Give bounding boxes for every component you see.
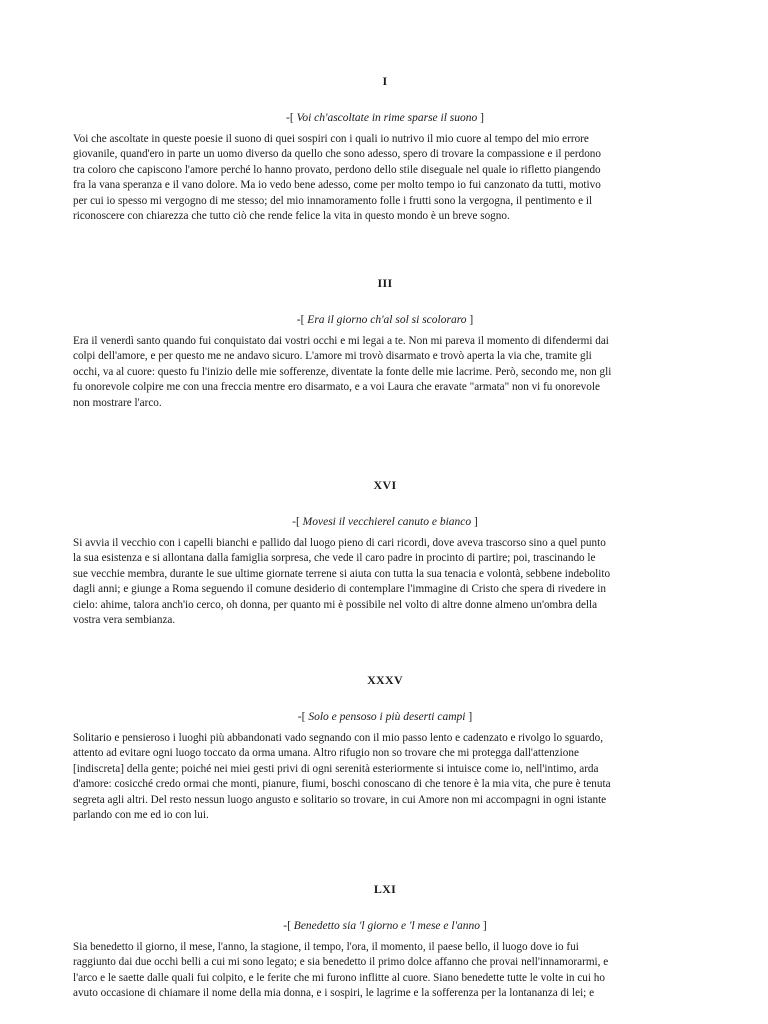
bracket-open: -[	[286, 112, 294, 124]
paraphrase-line: cielo: ahime, talora anch'io cerco, oh donna, per quanto mi è possibile nel volto di altre donne almeno un'ombra della	[73, 598, 598, 611]
poem-numeral: XVI	[373, 478, 397, 492]
poem-section-3	[73, 276, 697, 411]
paraphrase-line: riconoscere con chiarezza che tutto ciò che rende felice la vita in questo mondo è un breve sogno.	[73, 210, 510, 223]
paraphrase-line: fra la vana speranza e il vano dolore. Ma io vedo bene adesso, come per molto tempo io fui canzonato da tutti, motivo	[73, 179, 601, 192]
paraphrase-line: occhi, va al cuore: questo fu l'inizio delle mie sofferenze, diventate la fonte delle mie lacrime. Però, secondo me, non gli	[73, 365, 612, 378]
bracket-close: ]	[474, 516, 478, 528]
paraphrase-line: dagli anni; e giunge a Roma seguendo il comune desiderio di contemplare l'immagine di Cristo che spera di rivedere in	[73, 583, 606, 596]
paraphrase-line: Si avvia il vecchio con i capelli bianchi e pallido dal luogo pieno di cari ricordi, dove aveva trascorso sino a quel punto	[73, 537, 606, 549]
bracket-open: -[	[297, 711, 306, 723]
paraphrase-line: non mostrare l'arco.	[73, 396, 162, 409]
paraphrase-line: [indiscreta] della gente; poiché nei miei gesti privi di ogni serenità esteriormente si intuisce come io, nell'intimo, arda	[73, 762, 599, 775]
poem-section-16	[73, 478, 697, 628]
poem-numeral: XXXV	[367, 673, 403, 687]
poem-incipit	[73, 710, 697, 724]
paraphrase-line: sue vecchie membra, durante le sue ultime giornate terrene si aiuta con tutta la sua tenacia e volontà, sebbene indebolito	[73, 567, 611, 580]
bracket-open: -[	[292, 516, 300, 528]
paraphrase-line: d'amore: cosicché credo ormai che monti, pianure, fiumi, boschi conoscano di che tenore è la mia vita, che pure è tenuta	[73, 778, 611, 791]
poem-paraphrase	[73, 334, 697, 411]
paraphrase-line: attento ad evitare ogni luogo toccato da orma umana. Altro rifugio non so trovare che mi protegga dall'attenzione	[73, 747, 579, 760]
paraphrase-line: avuto occasione di chiamare il nome della mia donna, e i sospiri, le lagrime e la sofferenza per la lontananza di lei; e	[73, 987, 595, 1000]
poem-numeral: III	[377, 276, 393, 290]
poem-title: Benedetto sia 'l giorno e 'l mese e l'anno	[293, 920, 481, 932]
poem-incipit	[73, 515, 697, 529]
paraphrase-line: raggiunto dai due occhi belli a cui mi sono legato; e sia benedetto il primo dolce affanno che provai nell'innamorarmi, e	[73, 956, 609, 969]
poem-paraphrase	[73, 731, 697, 823]
poem-paraphrase	[73, 132, 697, 224]
poem-numeral: I	[382, 74, 388, 88]
poem-paraphrase	[73, 536, 697, 628]
poem-title: Voi ch'ascoltate in rime sparse il suono	[296, 112, 478, 124]
bracket-open: -[	[283, 920, 291, 932]
paraphrase-line: per cui io spesso mi vergogno di me stesso; del mio innamoramento folle i frutti sono la vergogna, il pentimento e il	[73, 194, 593, 207]
paraphrase-line: fu onorevole colpire me con una freccia mentre ero disarmato, e a voi Laura che eravate "armata" non vi fu onorevole	[73, 381, 600, 394]
poem-title: Era il giorno ch'al sol si scoloraro	[307, 314, 467, 326]
paraphrase-line: Era il venerdì santo quando fui conquistato dai vostri occhi e mi legai a te. Non mi pareva il momento di difendermi dai	[73, 335, 609, 347]
bracket-close: ]	[469, 314, 474, 326]
bracket-close: ]	[480, 112, 484, 124]
poem-section-1	[73, 74, 697, 224]
poem-title: Solo e pensoso i più deserti campi	[308, 711, 466, 723]
paraphrase-line: Sia benedetto il giorno, il mese, l'anno, la stagione, il tempo, l'ora, il momento, il paese bello, il luogo dove io fui	[73, 941, 579, 953]
poem-incipit	[73, 919, 697, 933]
poem-paraphrase	[73, 940, 697, 1002]
paraphrase-line: l'arco e le saette dalle quali fui colpito, e le ferite che mi furono inflitte al cuore. Siano benedette tutte le volte in cui ho	[73, 971, 605, 984]
paraphrase-line: Solitario e pensieroso i luoghi più abbandonati vado segnando con il mio passo lento e cadenzato e rivolgo lo sguardo,	[73, 732, 604, 744]
paraphrase-line: colpi dell'amore, e per questo me ne andavo sicuro. L'amore mi trovò disarmato e trovò aperta la via che, tramite gli	[73, 350, 592, 363]
paraphrase-line: giovanile, quand'ero in parte un uomo diverso da quello che sono adesso, spero di trovare la compassione e il perdono	[73, 148, 601, 161]
poem-title: Movesi il vecchierel canuto e bianco	[302, 516, 472, 528]
paraphrase-line: parlando con me ed io con lui.	[73, 809, 209, 822]
poem-numeral: LXI	[373, 882, 397, 896]
poem-incipit	[73, 313, 697, 327]
paraphrase-line: vostra vera sembianza.	[73, 614, 176, 627]
poem-incipit	[73, 111, 697, 125]
bracket-open: -[	[296, 314, 305, 326]
paraphrase-line: la sua esistenza e si allontana dalla famiglia sorpresa, che vede il caro padre in procinto di partire; poi, trascinando le	[73, 552, 596, 565]
bracket-close: ]	[482, 920, 487, 932]
paraphrase-line: segreta agli altri. Del resto nessun luogo angusto e solitario so trovare, in cui Amore non mi accompagni in ogni istante	[73, 793, 607, 806]
paraphrase-line: tra coloro che capiscono l'amore perché lo hanno provato, perdono dello stile diseguale nel quale io rifletto piangendo	[73, 163, 601, 176]
poem-section-61	[73, 882, 697, 1002]
paraphrase-line: Voi che ascoltate in queste poesie il suono di quei sospiri con i quali io nutrivo il mio cuore al tempo del mio errore	[73, 133, 589, 145]
bracket-close: ]	[468, 711, 473, 723]
poem-section-35	[73, 673, 697, 823]
